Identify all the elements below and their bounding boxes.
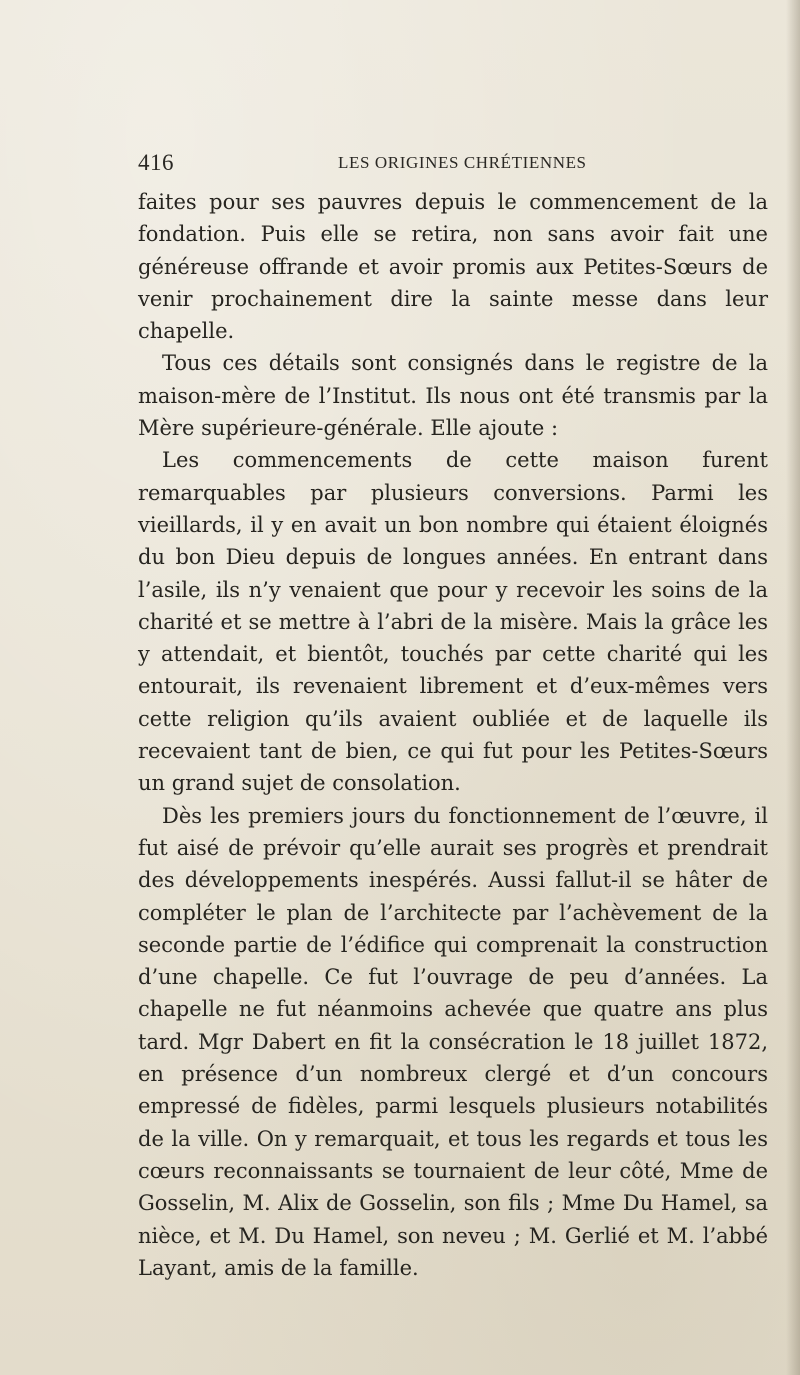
- body-text: [138, 186, 768, 1284]
- page-header: [138, 150, 768, 176]
- page-edge-shadow: [786, 0, 800, 1375]
- page-number: 416: [138, 150, 174, 175]
- paragraph-continuation: faites pour ses pauvres depuis le commencement de la fondation. Puis elle se retira, non sans avoir fait une généreuse offrande et avoir promis aux Petites-Sœurs de venir prochainement dire la sainte messe dans leur chapelle.: [138, 190, 768, 344]
- paragraph: Dès les premiers jours du fonctionnement de l’œuvre, il fut aisé de prévoir qu’elle aurait ses progrès et prendrait des développements inespérés. Aussi fallut-il se hâter de compléter le plan de l’architecte par l’achèvement de la seconde partie de l’édifice qui comprenait la construction d’une chapelle. Ce fut l’ouvrage de peu d’années. La chapelle ne fut néanmoins achevée que quatre ans plus tard. Mgr Dabert en fit la consécration le 18 juillet 1872, en présence d’un nombreux clergé et d’un concours empressé de fidèles, parmi lesquels plusieurs notabilités de la ville. On y remarquait, et tous les regards et tous les cœurs reconnaissants se tournaient de leur côté, Mme de Gosselin, M. Alix de Gosselin, son fils ; Mme Du Hamel, sa nièce, et M. Du Hamel, son neveu ; M. Gerlié et M. l’abbé Layant, amis de la famille.: [138, 803, 768, 1280]
- paragraph: Les commencements de cette maison furent remarquables par plusieurs conversions. Parmi les vieillards, il y en avait un bon nombre qui étaient éloignés du bon Dieu depuis de longues années. En entrant dans l’asile, ils n’y venaient que pour y recevoir les soins de la charité et se mettre à l’abri de la misère. Mais la grâce les y attendait, et bientôt, touchés par cette charité qui les entourait, ils revenaient librement et d’eux-mêmes vers cette religion qu’ils avaient oubliée et de laquelle ils recevaient tant de bien, ce qui fut pour les Petites-Sœurs un grand sujet de consolation.: [138, 448, 768, 796]
- running-title: LES ORIGINES CHRÉTIENNES: [338, 153, 587, 172]
- paragraph: Tous ces détails sont consignés dans le registre de la maison-mère de l’Institut. Ils nous ont été transmis par la Mère supérieure-générale. Elle ajoute :: [138, 351, 768, 441]
